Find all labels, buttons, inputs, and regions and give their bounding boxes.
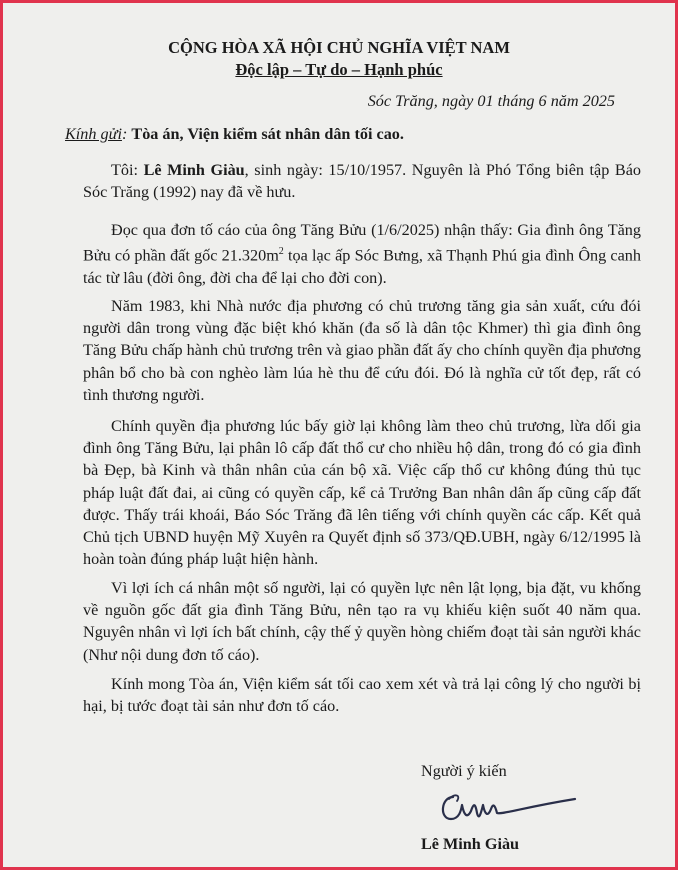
- place-date: Sóc Trăng, ngày 01 tháng 6 năm 2025: [367, 92, 615, 110]
- para2-before: Đọc qua đơn tố cáo của ông Tăng Bửu (1/6/2025) nhận thấy: Gia đình ông Tăng Bửu có phần đất gốc 21.320m: [83, 221, 641, 265]
- author-name: Lê Minh Giàu: [143, 161, 245, 179]
- para2-after: tọa lạc ấp Sóc Bưng, xã Thạnh Phú gia đình Ông canh tác từ lâu (đời ông, đời cha để lại cho đời con).: [83, 246, 641, 287]
- letter-page: [3, 3, 675, 867]
- paragraph-5: Vì lợi ích cá nhân một số người, lại có quyền lực nên lật lọng, bịa đặt, vu khống về nguồn gốc đất gia đình Tăng Bửu, nên tạo ra vụ khiếu kiện suốt 40 năm qua. Nguyên nhân vì lợi ích bất chính, cậy thế ỷ quyền hòng chiếm đoạt tài sản người khác (Như nội dung đơn tố cáo).: [83, 579, 641, 664]
- paragraph-6: Kính mong Tòa án, Viện kiểm sát tối cao xem xét và trả lại công lý cho người bị hại, bị tước đoạt tài sản như đơn tố cáo.: [83, 675, 641, 716]
- paragraph-4: Chính quyền địa phương lúc bấy giờ lại không làm theo chủ trương, lừa dối gia đình ông Tăng Bửu, lại phân lô cấp đất thổ cư cho nhiều hộ dân, trong đó có gia đình bà Đẹp, bà Kinh và thân nhân của cán bộ xã. Việc cấp thổ cư không đúng thủ tục pháp luật đất đai, ai cũng có quyền cấp, kể cả Trưởng Ban nhân dân ấp cũng cấp đất được. Thấy trái khoái, Báo Sóc Trăng đã lên tiếng với chính quyền các cấp. Kết quả Chủ tịch UBND huyện Mỹ Xuyên ra Quyết định số 373/QĐ.UBH, ngày 6/12/1995 là hoàn toàn đúng pháp luật hiện hành.: [83, 417, 641, 569]
- motto: Độc lập – Tự do – Hạnh phúc: [235, 60, 443, 79]
- recipient-label: Kính gửi: [65, 125, 122, 143]
- recipient-colon: :: [121, 125, 128, 143]
- intro-paragraph: [83, 159, 641, 203]
- paragraph-3: Năm 1983, khi Nhà nước địa phương có chủ trương tăng gia sản xuất, cứu đói người dân trong vùng đặc biệt khó khăn (đa số là dân tộc Khmer) thì gia đình ông Tăng Bửu chấp hành chủ trương trên và giao phần đất ấy cho chính quyền địa phương phân bổ cho bà con nghèo làm lúa hè thu để cứu đói. Đó là nghĩa cử tốt đẹp, rất có tình thương người.: [83, 297, 641, 404]
- area-unit-sup: 2: [278, 246, 284, 258]
- handwritten-signature: [435, 785, 595, 827]
- intro-prefix: Tôi:: [111, 161, 144, 179]
- recipient-name: Tòa án, Viện kiểm sát nhân dân tối cao.: [131, 125, 404, 143]
- paragraph-2: [83, 219, 641, 289]
- recipient-line: [65, 123, 404, 145]
- signer-name: Lê Minh Giàu: [421, 835, 520, 853]
- intro-rest: , sinh ngày: 15/10/1957. Nguyên là Phó Tổng biên tập Báo Sóc Trăng (1992) nay đã về hưu.: [83, 161, 641, 202]
- signature-title: Người ý kiến: [421, 762, 507, 780]
- country-heading: CỘNG HÒA XÃ HỘI CHỦ NGHĨA VIỆT NAM: [168, 38, 510, 57]
